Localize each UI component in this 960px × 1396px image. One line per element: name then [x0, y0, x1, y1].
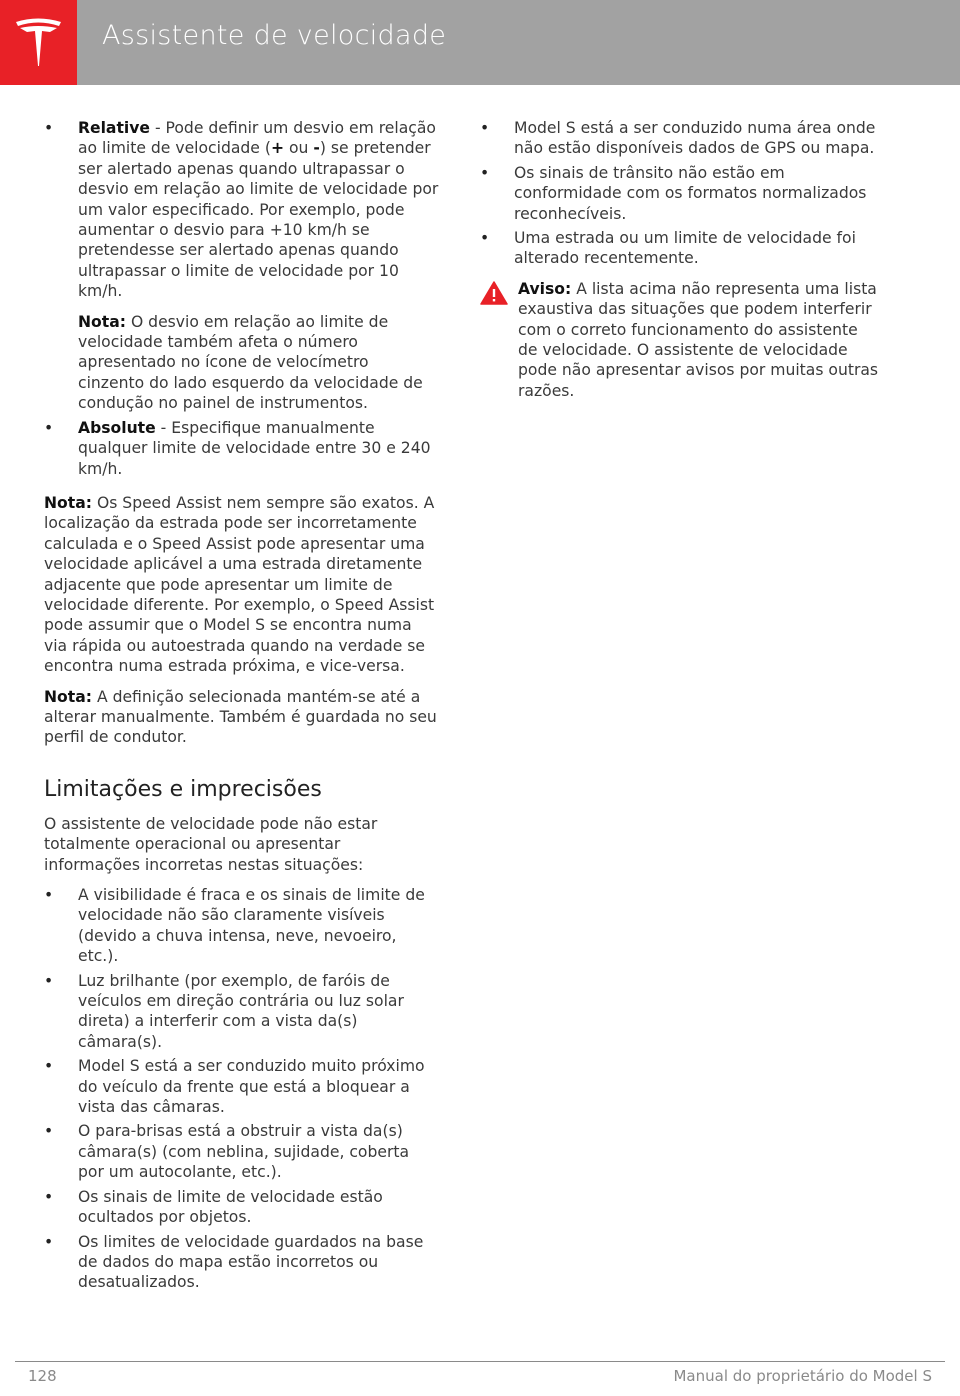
page-title: Assistente de velocidade — [102, 20, 447, 51]
limitations-list — [44, 885, 439, 1293]
list-item: • Relative - Pode definir um desvio em relação ao limite de velocidade (+ ou -) se pretender ser alertado apenas quando ultrapassar o desvio em relação ao limite de velocidade por um valor especificado. Por exemplo, pode aumentar o desvio para +10 km/h se pretendesse ser alertado apenas quando ultrapassar o limite de velocidade por 10 km/h. Nota: O desvio em relação ao limite de velocidade também afeta o número apresentado no ícone de velocímetro cinzento do lado esquerdo da velocidade de condução no painel de instrumentos. — [44, 118, 439, 414]
note-label: Nota: — [44, 687, 92, 706]
list-item: • Os sinais de trânsito não estão em conformidade com os formatos normalizados reconhecíveis. — [480, 163, 880, 224]
section-intro: O assistente de velocidade pode não estar totalmente operacional ou apresentar informações incorretas nestas situações: — [44, 814, 378, 874]
list-item: • A visibilidade é fraca e os sinais de limite de velocidade não são claramente visíveis (devido a chuva intensa, neve, nevoeiro, etc.). — [44, 885, 439, 967]
note-label: Nota: — [78, 312, 126, 331]
limitations-list-continued — [480, 118, 880, 269]
note: Nota: O desvio em relação ao limite de velocidade também afeta o número apresentado no ícone de velocímetro cinzento do lado esquerdo da velocidade de condução no painel de instrumentos. — [78, 312, 423, 413]
list-item: • Absolute - Especifique manualmente qualquer limite de velocidade entre 30 e 240 km/h. — [44, 418, 439, 479]
warning-triangle-icon — [480, 281, 508, 305]
option-term: Relative — [78, 119, 150, 137]
warning-box: Aviso: A lista acima não representa uma lista exaustiva das situações que podem interferir com o correto funcionamento do assistente de velocidade. O assistente de velocidade pode não apresentar avisos por muitas outras razões. — [480, 279, 880, 401]
right-column — [480, 118, 880, 401]
footer-divider — [15, 1361, 945, 1362]
left-column — [44, 118, 439, 1297]
page-header — [0, 0, 960, 85]
option-term: Absolute — [78, 418, 156, 437]
section-title: Limitações e imprecisões — [44, 776, 322, 802]
brand-logo-box — [0, 0, 77, 85]
list-item: • O para-brisas está a obstruir a vista da(s) câmara(s) (com neblina, sujidade, coberta por um autocolante, etc.). — [44, 1121, 439, 1182]
list-item: • Os sinais de limite de velocidade estão ocultados por objetos. — [44, 1187, 439, 1228]
note-label: Nota: — [44, 493, 92, 512]
list-item: • Uma estrada ou um limite de velocidade foi alterado recentemente. — [480, 228, 880, 269]
warning-label: Aviso: — [518, 279, 572, 298]
list-item: • Luz brilhante (por exemplo, de faróis de veículos em direção contrária ou luz solar direta) a interferir com a vista da(s) câmara(s). — [44, 971, 439, 1053]
list-item: • Model S está a ser conduzido muito próximo do veículo da frente que está a bloquear a vista das câmaras. — [44, 1056, 439, 1117]
tesla-logo-icon — [12, 16, 65, 69]
manual-title: Manual do proprietário do Model S — [673, 1367, 932, 1385]
setting-options-list — [44, 118, 439, 479]
note: Nota: A definição selecionada mantém-se até a alterar manualmente. Também é guardada no seu perfil de condutor. — [44, 687, 437, 747]
page-number: 128 — [28, 1367, 57, 1385]
list-item: • Model S está a ser conduzido numa área onde não estão disponíveis dados de GPS ou mapa. — [480, 118, 880, 159]
list-item: • Os limites de velocidade guardados na base de dados do mapa estão incorretos ou desatualizados. — [44, 1232, 439, 1293]
note: Nota: Os Speed Assist nem sempre são exatos. A localização da estrada pode ser incorretamente calculada e o Speed Assist pode apresentar uma velocidade aplicável a uma estrada diretamente adjacente que pode apresentar um limite de velocidade diferente. Por exemplo, o Speed Assist pode assumir que o Model S se encontra numa via rápida ou autoestrada quando na verdade se encontra numa estrada próxima, e vice-versa. — [44, 493, 435, 676]
